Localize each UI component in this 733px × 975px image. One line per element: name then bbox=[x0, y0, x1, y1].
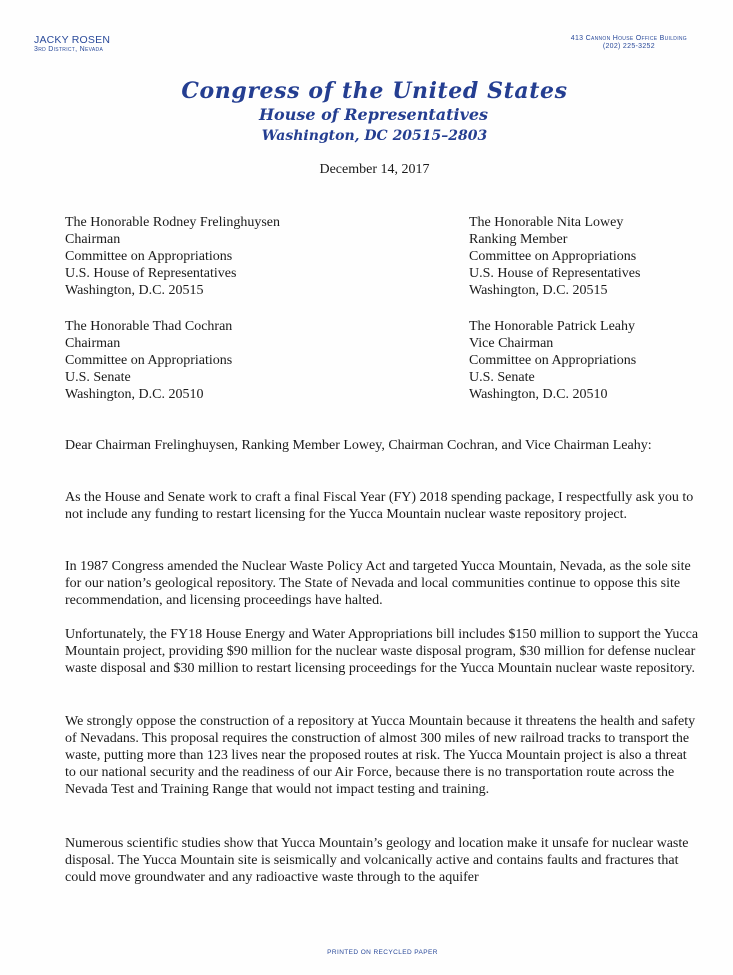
recipient-city: Washington, D.C. 20515 bbox=[469, 283, 608, 298]
recipient-city: Washington, D.C. 20510 bbox=[469, 387, 608, 402]
recipient-committee: Committee on Appropriations bbox=[469, 249, 637, 264]
salutation: Dear Chairman Frelinghuysen, Ranking Member Lowey, Chairman Cochran, and Vice Chairman Leahy: bbox=[65, 438, 652, 453]
recipient-name: The Honorable Patrick Leahy bbox=[469, 319, 635, 334]
recipient-address-block bbox=[469, 214, 640, 299]
recipient-committee: Committee on Appropriations bbox=[65, 353, 233, 368]
body-paragraph: Unfortunately, the FY18 House Energy and Water Appropriations bill includes $150 million to support the Yucca Mountain project, providing $90 million for the nuclear waste disposal program, $30 million for defense nuclear waste disposal and $30 million to restart licensing proceedings for the Yucca Mountain nuclear waste repository. bbox=[65, 627, 699, 676]
recipient-chamber: U.S. Senate bbox=[65, 370, 131, 385]
recipient-address-block bbox=[65, 214, 280, 299]
recycled-paper-notice: PRINTED ON RECYCLED PAPER bbox=[327, 949, 438, 956]
recipient-name: The Honorable Nita Lowey bbox=[469, 215, 624, 230]
recipient-name: The Honorable Thad Cochran bbox=[65, 319, 233, 334]
letter-date: December 14, 2017 bbox=[319, 162, 430, 177]
member-name: JACKY ROSEN bbox=[34, 34, 111, 46]
recipient-chamber: U.S. House of Representatives bbox=[65, 266, 237, 281]
body-paragraph: Numerous scientific studies show that Yucca Mountain’s geology and location make it unsafe for nuclear waste disposal. The Yucca Mountain site is seismically and volcanically active and contains faults and fractures that could move groundwater and any radioactive waste through to the aquifer bbox=[65, 836, 689, 885]
recipient-city: Washington, D.C. 20510 bbox=[65, 387, 204, 402]
recipient-committee: Committee on Appropriations bbox=[65, 249, 233, 264]
recipient-committee: Committee on Appropriations bbox=[469, 353, 637, 368]
masthead-city: Washington, DC 20515–2803 bbox=[261, 128, 488, 144]
office-letterhead bbox=[571, 35, 687, 52]
recipient-chamber: U.S. House of Representatives bbox=[469, 266, 641, 281]
recipient-title: Chairman bbox=[65, 336, 121, 351]
masthead-congress: Congress of the United States bbox=[181, 78, 568, 104]
member-district: 3rd District, Nevada bbox=[34, 46, 104, 54]
body-paragraph: As the House and Senate work to craft a final Fiscal Year (FY) 2018 spending package, I respectfully ask you to not include any funding to restart licensing for the Yucca Mountain nuclear waste repository project. bbox=[65, 490, 694, 522]
recipient-address-block bbox=[469, 318, 636, 403]
office-address: 413 Cannon House Office Building bbox=[570, 35, 687, 42]
masthead bbox=[0, 78, 733, 146]
body-paragraph: We strongly oppose the construction of a repository at Yucca Mountain because it threatens the health and safety of Nevadans. This proposal requires the construction of almost 300 miles of new railroad tracks to transport the waste, putting more than 123 lives near the proposed routes at risk. The Yucca Mountain project is also a threat to our national security and the readiness of our Air Force, because there is no transportation route across the Nevada Test and Training Range that would not impact testing and training. bbox=[65, 714, 696, 797]
recipient-title: Vice Chairman bbox=[469, 336, 554, 351]
recipient-address-block bbox=[65, 318, 232, 403]
recipient-title: Chairman bbox=[65, 232, 121, 247]
recipient-name: The Honorable Rodney Frelinghuysen bbox=[65, 215, 281, 230]
masthead-chamber: House of Representatives bbox=[258, 105, 489, 124]
body-paragraph: In 1987 Congress amended the Nuclear Waste Policy Act and targeted Yucca Mountain, Nevada, as the sole site for our nation’s geological repository. The State of Nevada and local communities continue to oppose this site recommendation, and licensing proceedings have halted. bbox=[65, 559, 691, 608]
recipient-chamber: U.S. Senate bbox=[469, 370, 535, 385]
recipient-city: Washington, D.C. 20515 bbox=[65, 283, 204, 298]
member-letterhead bbox=[34, 34, 110, 54]
office-phone: (202) 225-3252 bbox=[602, 43, 655, 51]
recipient-title: Ranking Member bbox=[469, 232, 568, 247]
